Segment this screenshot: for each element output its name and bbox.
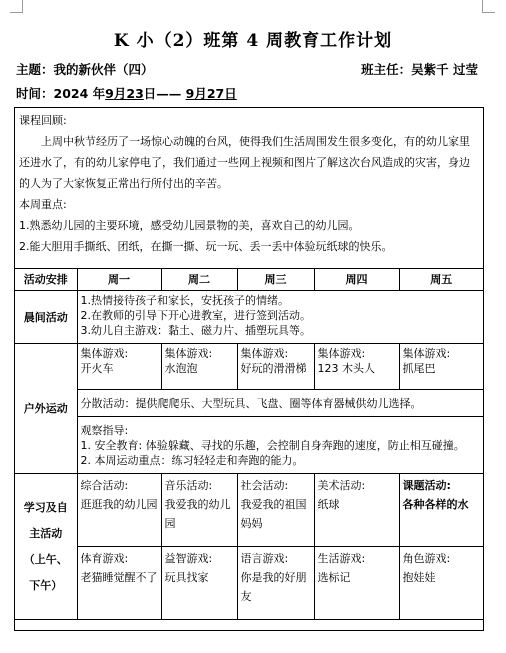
- end-day: 27: [206, 86, 225, 101]
- study-label-line-2: 主活动: [29, 526, 63, 540]
- activity-title: 美术活动:: [317, 479, 366, 492]
- activity-title: 综合活动:: [80, 479, 129, 492]
- morning-label: 晨间活动: [15, 291, 77, 344]
- group-game-name: 水泡泡: [164, 362, 198, 375]
- game-mon: [77, 547, 161, 620]
- game-tue: [161, 547, 237, 620]
- date-month-word: 月: [113, 86, 127, 101]
- morning-line-1: 1.热情接待孩子和家长，安抚孩子的情绪。: [80, 294, 289, 307]
- study-label-line-4: 下午）: [29, 578, 63, 592]
- morning-line-3: 3.幼儿自主游戏：黏土、磁力片、插塑玩具等。: [80, 324, 311, 337]
- day-tue: 周二: [161, 269, 237, 291]
- group-game-name: 开火车: [80, 362, 114, 375]
- outdoor-group-row: [15, 344, 483, 390]
- group-game-title: 集体游戏:: [240, 347, 289, 360]
- activity-title: 课题活动:: [402, 479, 451, 492]
- page-title: K 小（2）班第 4 周教育工作计划: [113, 31, 393, 51]
- day-thu: 周四: [314, 269, 399, 291]
- game-thu: [314, 547, 399, 620]
- teacher-text: 班主任：吴紫千 过莹: [361, 62, 478, 77]
- review-label: 课程回顾:: [19, 114, 67, 127]
- game-fri: [399, 547, 483, 620]
- group-game-title: 集体游戏:: [164, 347, 213, 360]
- group-game-mon: [77, 344, 161, 390]
- group-game-name: 123 木头人: [317, 362, 375, 375]
- group-game-thu: [314, 344, 399, 390]
- morning-row: [15, 291, 483, 344]
- date-month-word-2: 月: [194, 86, 207, 101]
- header-row: [15, 269, 483, 291]
- study-row-2: [15, 547, 483, 620]
- outdoor-label: 户外运动: [15, 344, 77, 474]
- activity-name: 纸球: [317, 498, 340, 511]
- end-month: 9: [185, 86, 195, 101]
- game-wed: [237, 547, 314, 620]
- schedule-table: [15, 269, 483, 620]
- observe-item-1: 1. 安全教育: 体验躲藏、寻找的乐趣，会控制自身奔跑的速度，防止相互碰撞。: [80, 438, 465, 452]
- theme-text: 主题：我的新伙伴（四）: [16, 62, 154, 77]
- time-label: 时间：2024 年: [16, 86, 106, 101]
- activity-name: 你是我的好朋友: [240, 571, 307, 603]
- group-game-wed: [237, 344, 314, 390]
- activity-title: 语言游戏:: [240, 552, 289, 565]
- activity-name: 老猫睡觉醒不了: [80, 571, 158, 584]
- margin-corner-right: [482, 0, 495, 13]
- activity-name: 我爱我的幼儿园: [164, 498, 231, 530]
- study-label-line-1: 学习及自: [23, 500, 68, 514]
- group-game-name: 抓尾巴: [402, 362, 436, 375]
- group-game-fri: [399, 344, 483, 390]
- group-game-title: 集体游戏:: [402, 347, 451, 360]
- activity-name: 各种各样的水: [402, 498, 469, 511]
- observe-item-2: 2. 本周运动重点：练习轻轻走和奔跑的能力。: [80, 453, 304, 467]
- start-month: 9: [105, 86, 114, 101]
- start-day: 23: [126, 86, 144, 101]
- outdoor-observe-row: [15, 417, 483, 474]
- activity-name: 抱娃娃: [402, 571, 436, 584]
- observe-label: 观察指导:: [80, 423, 129, 437]
- study-wed: [237, 474, 314, 547]
- day-fri: 周五: [399, 269, 483, 291]
- date-separator: 日——: [143, 86, 186, 101]
- activity-title: 体育游戏:: [80, 552, 129, 565]
- morning-line-2: 2.在教师的引导下开心进教室，进行签到活动。: [80, 309, 311, 322]
- activity-title: 社会活动:: [240, 479, 289, 492]
- activity-name: 逛逛我的幼儿园: [80, 498, 158, 511]
- study-fri: [399, 474, 483, 547]
- date-day-word: 日: [224, 86, 237, 101]
- activity-title: 生活游戏:: [317, 552, 366, 565]
- study-label: [15, 474, 77, 620]
- focus-label: 本周重点:: [19, 198, 67, 211]
- scattered-activity: 分散活动：提供爬爬乐、大型玩具、飞盘、圈等体育器械供幼儿选择。: [77, 390, 483, 417]
- study-thu: [314, 474, 399, 547]
- focus-item-2: 2.能大胆用手撕纸、团纸，在撕一撕、玩一玩、丢一丢中体验玩纸球的快乐。: [19, 240, 393, 253]
- study-row-1: [15, 474, 483, 547]
- intro-section: [15, 108, 483, 269]
- group-game-title: 集体游戏:: [80, 347, 129, 360]
- margin-corner-left: [10, 0, 23, 13]
- observe-content: [77, 417, 483, 474]
- col-label-activity: 活动安排: [15, 269, 77, 291]
- morning-content: [77, 291, 483, 344]
- group-game-title: 集体游戏:: [317, 347, 366, 360]
- group-game-tue: [161, 344, 237, 390]
- activity-title: 角色游戏:: [402, 552, 451, 565]
- study-mon: [77, 474, 161, 547]
- day-mon: 周一: [77, 269, 161, 291]
- date-line: [16, 84, 237, 102]
- activity-name: 我爱我的祖国妈妈: [240, 498, 307, 530]
- plan-box: [14, 107, 484, 631]
- outdoor-scattered-row: [15, 390, 483, 417]
- group-game-name: 好玩的滑滑梯: [240, 362, 307, 375]
- activity-title: 音乐活动:: [164, 479, 213, 492]
- review-text: 上周中秋节经历了一场惊心动魄的台风，使得我们生活周围发生很多变化，有的幼儿家里还进水了，有的幼儿家停电了，我们通过一些网上视频和图片了解这次台风造成的灾害，身边的人为了大家恢复正常出行所付出的辛苦。: [19, 135, 470, 190]
- activity-title: 益智游戏:: [164, 552, 213, 565]
- activity-name: 玩具找家: [164, 571, 209, 584]
- focus-item-1: 1.熟悉幼儿园的主要环境，感受幼儿园景物的美，喜欢自己的幼儿园。: [19, 219, 360, 232]
- study-tue: [161, 474, 237, 547]
- day-wed: 周三: [237, 269, 314, 291]
- study-label-line-3: （上午、: [23, 552, 68, 566]
- activity-name: 选标记: [317, 571, 351, 584]
- theme-line: [16, 60, 486, 78]
